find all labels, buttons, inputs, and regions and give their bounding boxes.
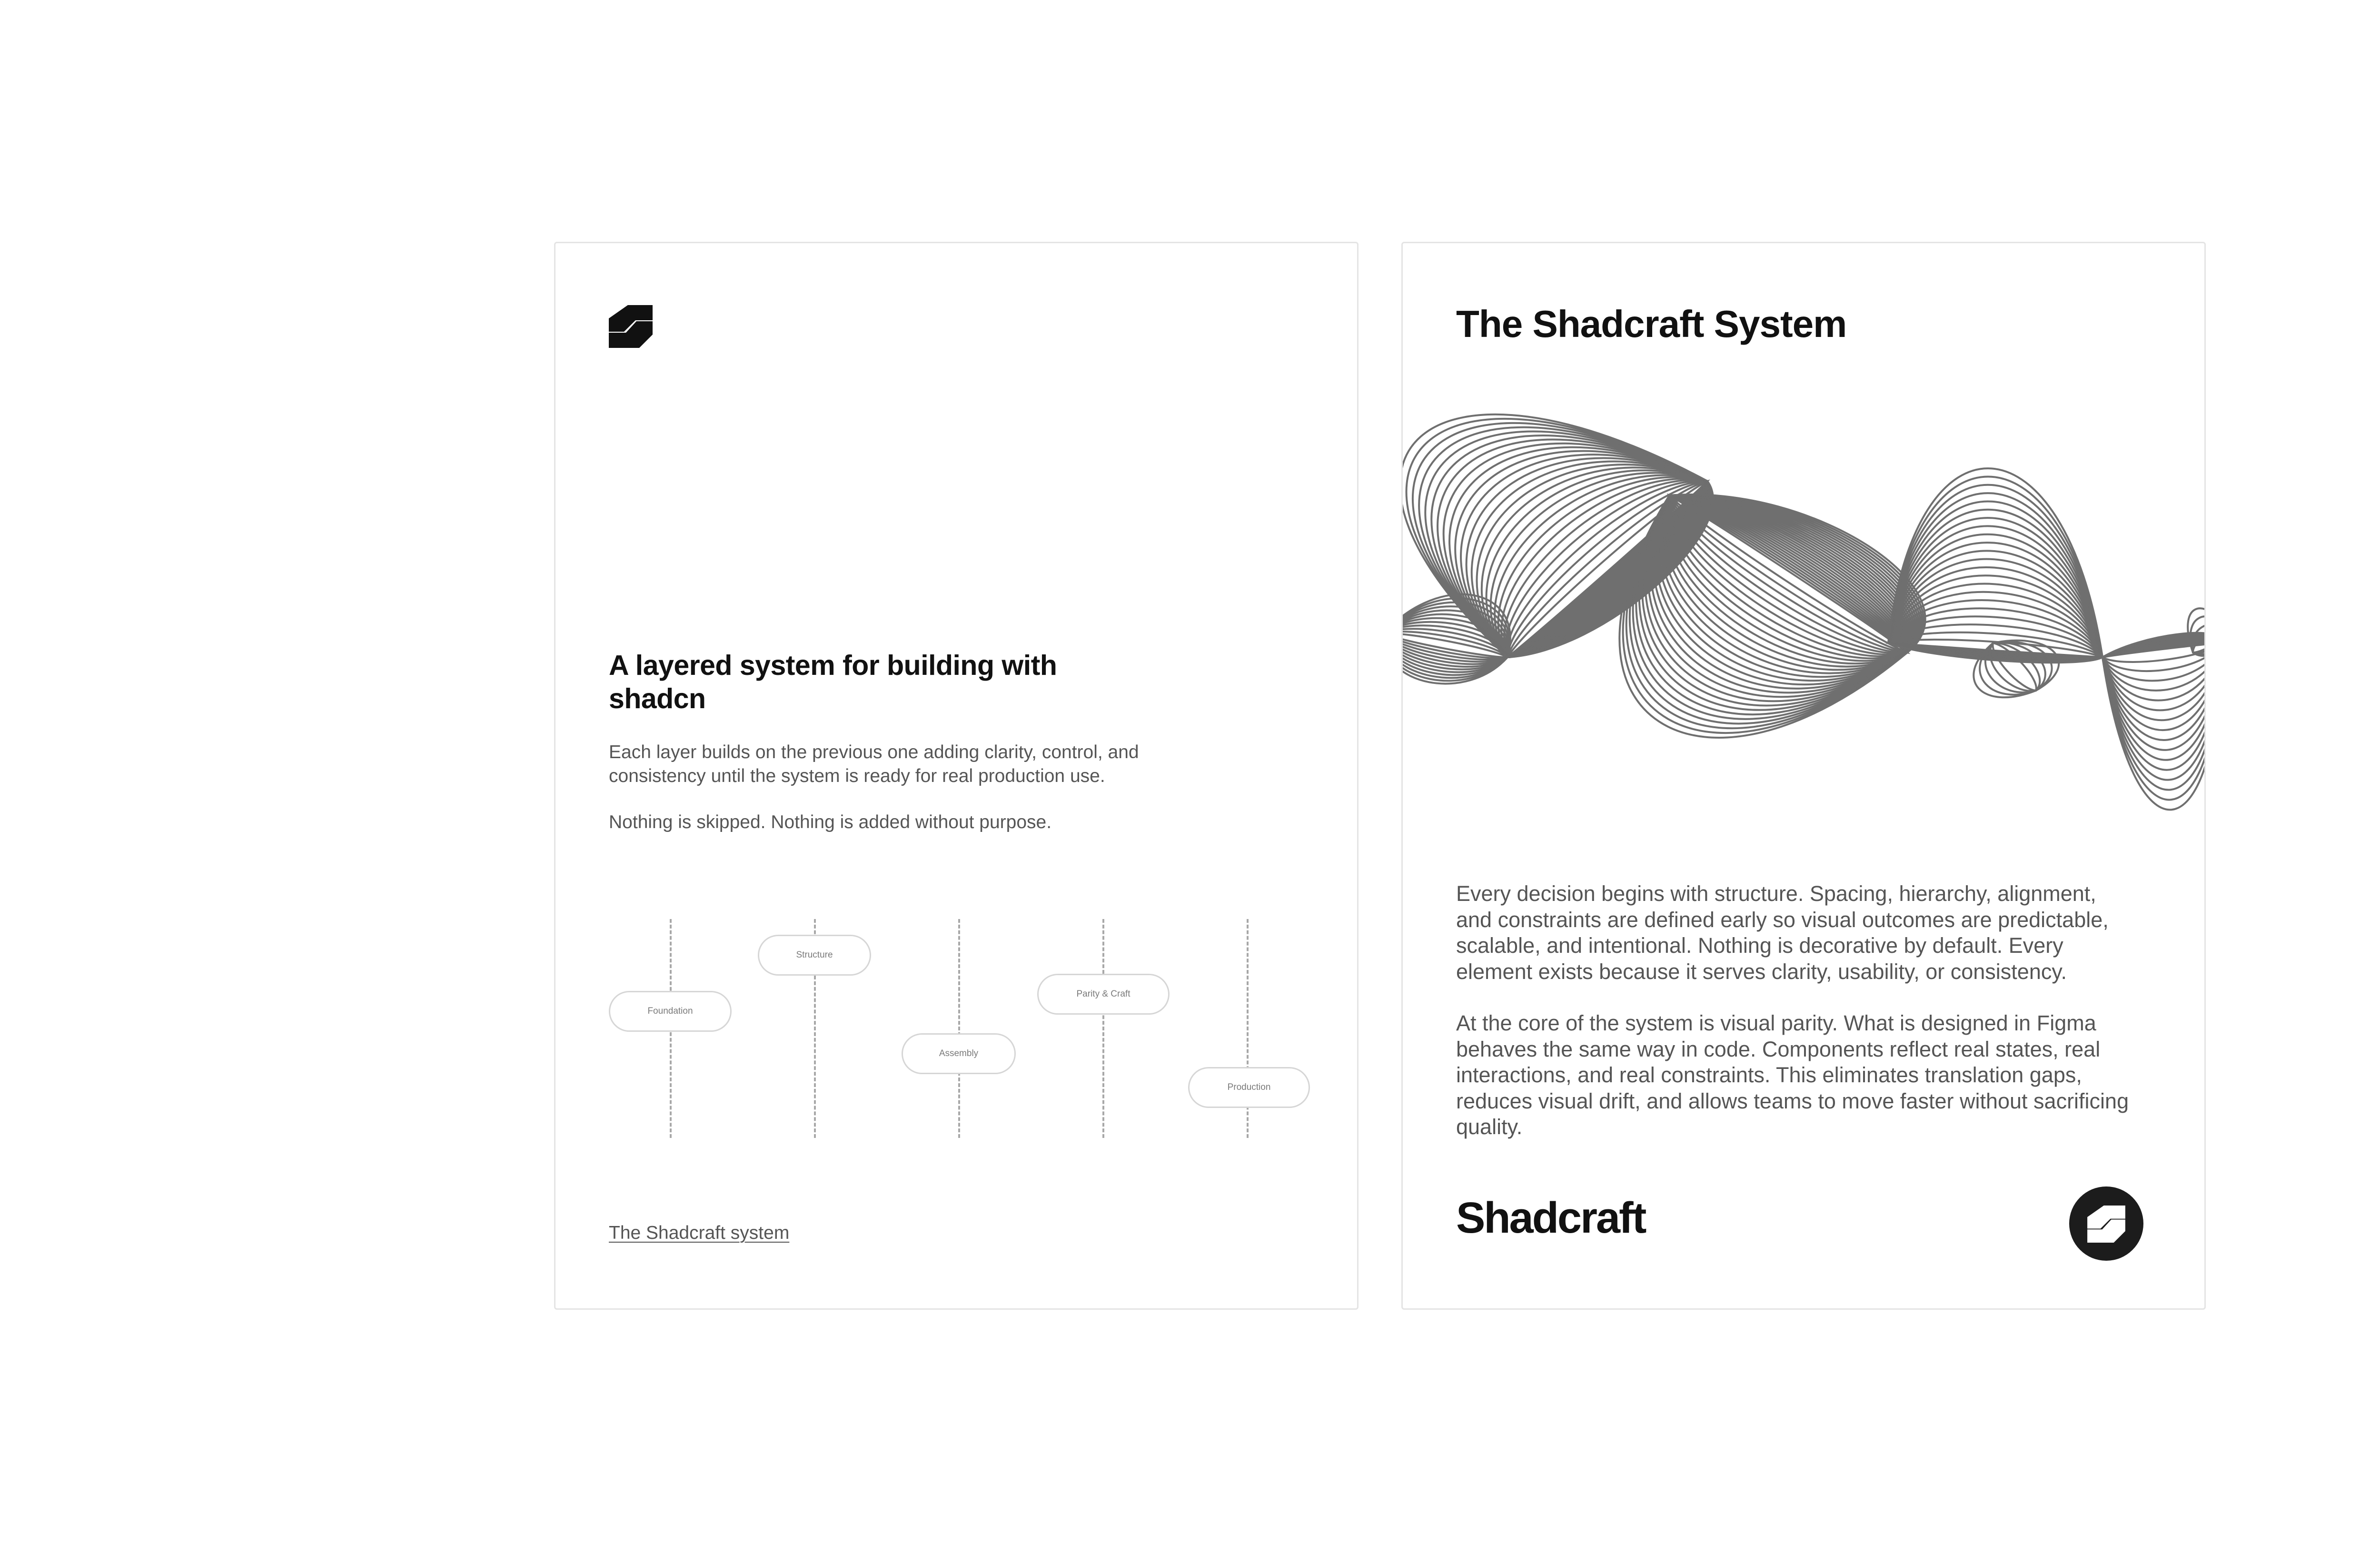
shadcraft-logo-icon (609, 305, 653, 348)
wave-line-art (1403, 386, 2206, 886)
layer-pill-foundation: Foundation (609, 991, 732, 1032)
shadcraft-wordmark: Shadcraft (1456, 1194, 1646, 1242)
intro-paragraph: Each layer builds on the previous one adding clarity, control, and consistency until the system is ready for real production use. (609, 742, 1139, 786)
intro-card (554, 242, 1359, 1310)
parity-paragraph: At the core of the system is visual parity. What is designed in Figma behaves the same way in code. Components reflect real states, real interactions, and real constraints. This eliminates translation gaps, reduces visual drift, and allows teams to move faster without sacrificing quality. (1456, 1011, 2129, 1139)
layer-pill-parity-craft: Parity & Craft (1037, 974, 1170, 1015)
structure-paragraph: Every decision begins with structure. Spacing, hierarchy, alignment, and constraints are defined early so visual outcomes are predictable, scalable, and intentional. Nothing is decorative by default. Every element exists because it serves clarity, usability, or consistency. (1456, 881, 2109, 984)
shadcraft-logo-icon (2087, 1206, 2125, 1243)
shadcraft-badge (2069, 1186, 2143, 1261)
layer-connector (958, 919, 960, 1138)
layer-pill-assembly: Assembly (902, 1033, 1016, 1074)
layer-pill-structure: Structure (758, 935, 871, 976)
layer-connector (1102, 919, 1104, 1138)
intro-tagline: Nothing is skipped. Nothing is added without purpose. (609, 812, 1052, 832)
intro-heading: A layered system for building with shadcn (609, 650, 1057, 714)
shadcraft-system-link[interactable]: The Shadcraft system (609, 1223, 790, 1243)
layer-pill-production: Production (1188, 1067, 1310, 1108)
system-title: The Shadcraft System (1456, 303, 1847, 345)
layer-diagram (555, 912, 1359, 1150)
system-card (1401, 242, 2206, 1310)
